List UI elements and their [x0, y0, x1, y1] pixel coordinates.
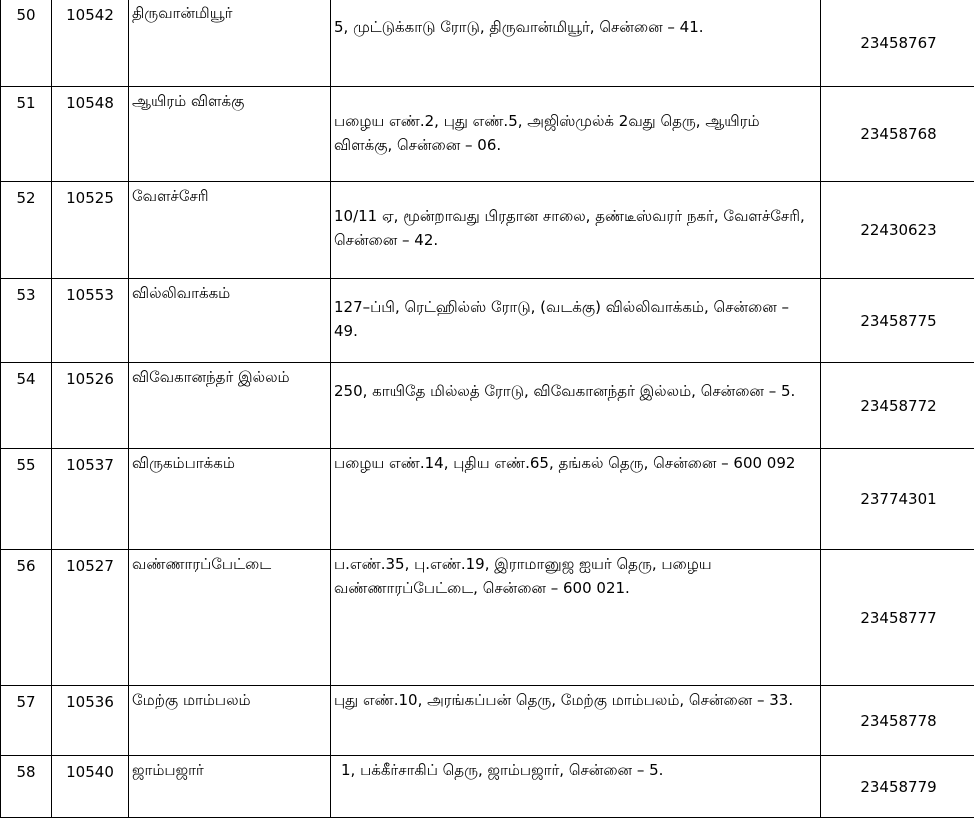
serial-number: 57	[1, 686, 52, 756]
table-row	[1, 449, 974, 550]
phone-number: 23458768	[821, 87, 974, 182]
table-row	[1, 363, 974, 449]
address: 10/11 ஏ, மூன்றாவது பிரதான சாலை, தண்டீஸ்வரர் நகர், வேளச்சேரி, சென்னை – 42.	[331, 182, 821, 279]
area-name: மேற்கு மாம்பலம்	[129, 686, 331, 756]
branch-code: 10537	[52, 449, 129, 550]
area-name: ஜாம்பஜார்	[129, 756, 331, 818]
phone-number: 23774301	[821, 449, 974, 550]
address: 250, காயிதே மில்லத் ரோடு, விவேகானந்தர் இல்லம், சென்னை – 5.	[331, 363, 821, 449]
address: 5, முட்டுக்காடு ரோடு, திருவான்மியூர், சென்னை – 41.	[331, 0, 821, 87]
table-row	[1, 0, 974, 87]
serial-number: 52	[1, 182, 52, 279]
branch-code: 10527	[52, 550, 129, 686]
address: 127–ப்பி, ரெட்ஹில்ஸ் ரோடு, (வடக்கு) வில்லிவாக்கம், சென்னை – 49.	[331, 279, 821, 363]
table-row	[1, 756, 974, 818]
phone-number: 23458772	[821, 363, 974, 449]
table-row	[1, 279, 974, 363]
serial-number: 51	[1, 87, 52, 182]
area-name: வண்ணாரப்பேட்டை	[129, 550, 331, 686]
address: 1, பக்கீர்சாகிப் தெரு, ஜாம்பஜார், சென்னை – 5.	[331, 756, 821, 818]
area-name: வேளச்சேரி	[129, 182, 331, 279]
area-name: விருகம்பாக்கம்	[129, 449, 331, 550]
branch-code: 10542	[52, 0, 129, 87]
phone-number: 23458777	[821, 550, 974, 686]
serial-number: 58	[1, 756, 52, 818]
branch-code: 10536	[52, 686, 129, 756]
area-name: விவேகானந்தர் இல்லம்	[129, 363, 331, 449]
serial-number: 50	[1, 0, 52, 87]
phone-number: 23458767	[821, 0, 974, 87]
table-row	[1, 550, 974, 686]
phone-number: 23458775	[821, 279, 974, 363]
branch-code: 10526	[52, 363, 129, 449]
address: பழைய எண்.2, புது எண்.5, அஜிஸ்முல்க் 2வது தெரு, ஆயிரம் விளக்கு, சென்னை – 06.	[331, 87, 821, 182]
branch-code: 10525	[52, 182, 129, 279]
address: பழைய எண்.14, புதிய எண்.65, தங்கல் தெரு, சென்னை – 600 092	[331, 449, 821, 550]
branch-code: 10553	[52, 279, 129, 363]
table-row	[1, 182, 974, 279]
phone-number: 23458778	[821, 686, 974, 756]
area-name: திருவான்மியூர்	[129, 0, 331, 87]
phone-number: 22430623	[821, 182, 974, 279]
address: புது எண்.10, அரங்கப்பன் தெரு, மேற்கு மாம்பலம், சென்னை – 33.	[331, 686, 821, 756]
table-row	[1, 686, 974, 756]
area-name: வில்லிவாக்கம்	[129, 279, 331, 363]
area-name: ஆயிரம் விளக்கு	[129, 87, 331, 182]
branch-code: 10548	[52, 87, 129, 182]
serial-number: 56	[1, 550, 52, 686]
serial-number: 55	[1, 449, 52, 550]
serial-number: 54	[1, 363, 52, 449]
phone-number: 23458779	[821, 756, 974, 818]
table-row	[1, 87, 974, 182]
address: ப.எண்.35, பு.எண்.19, இராமானுஜ ஐயர் தெரு, பழைய வண்ணாரப்பேட்டை, சென்னை – 600 021.	[331, 550, 821, 686]
branch-code: 10540	[52, 756, 129, 818]
serial-number: 53	[1, 279, 52, 363]
